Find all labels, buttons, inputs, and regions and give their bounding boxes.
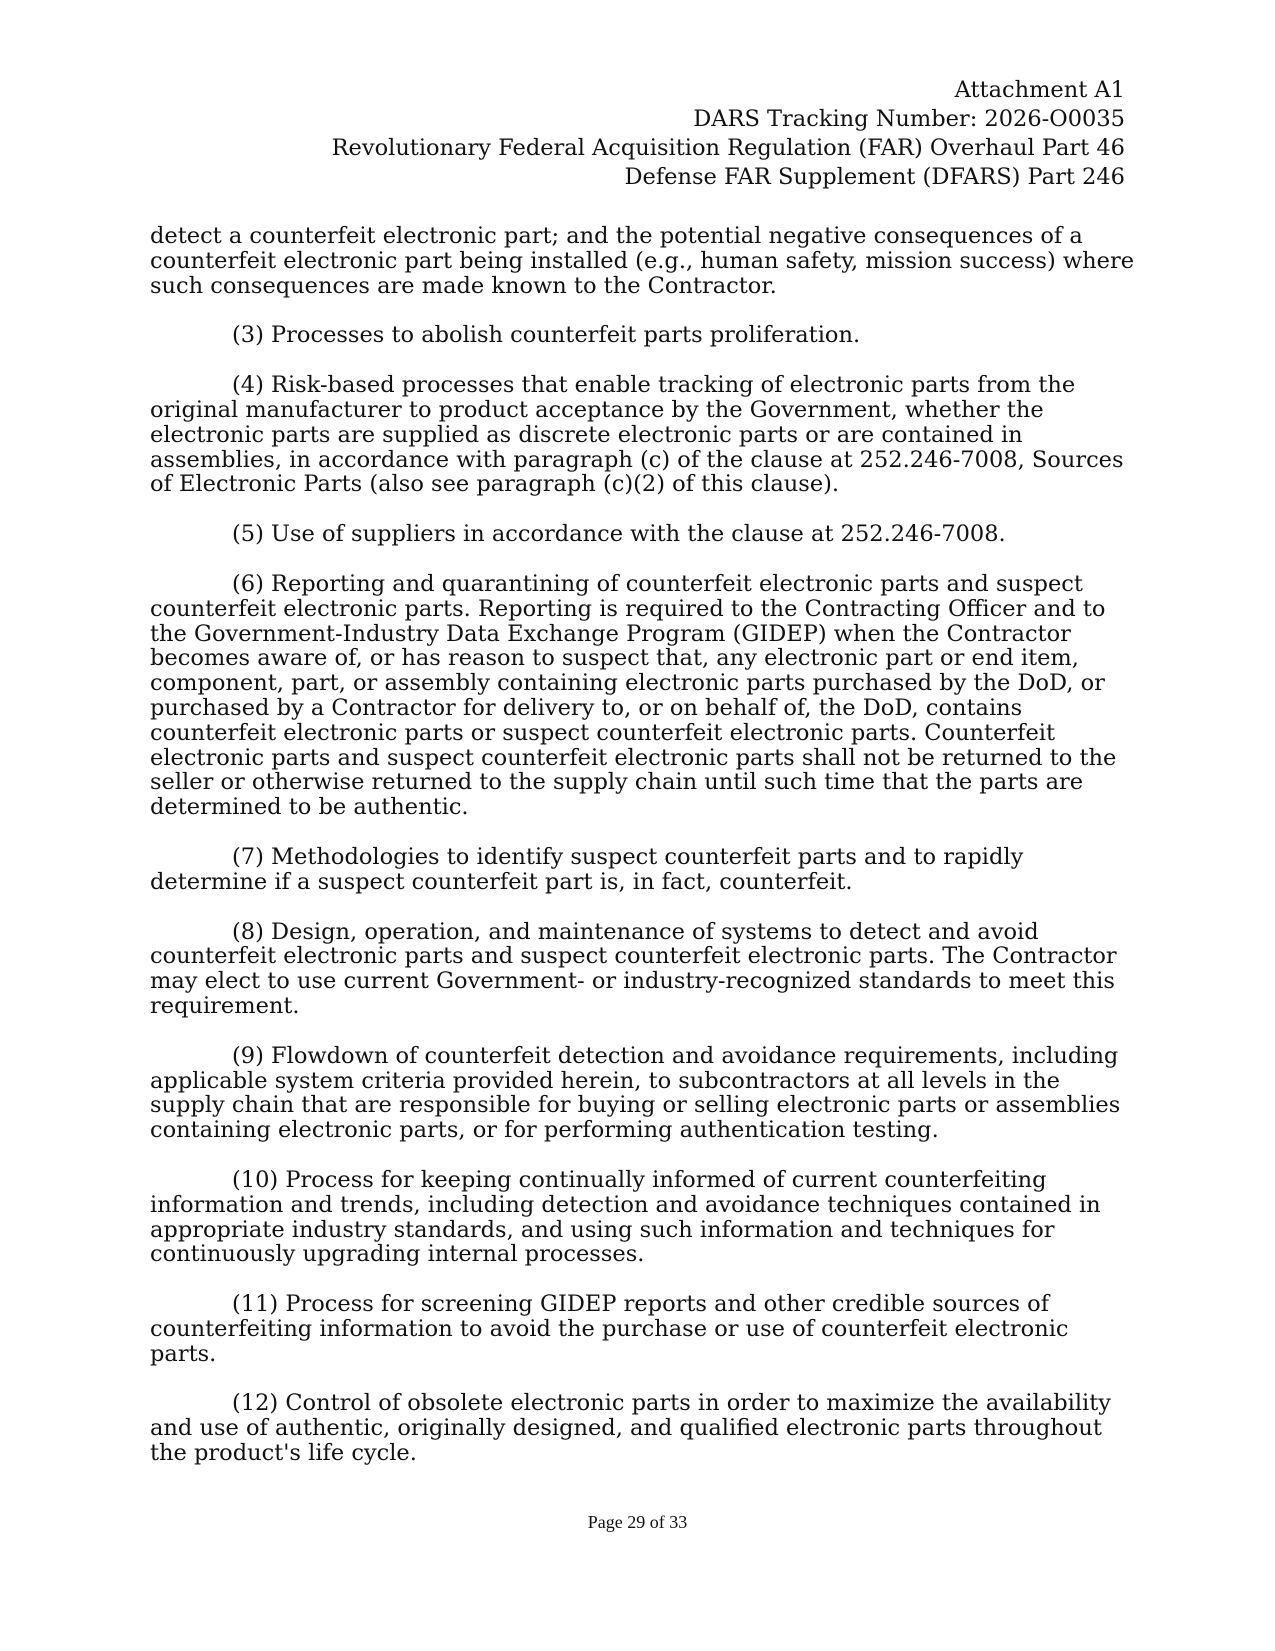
document-body xyxy=(150,224,1135,1491)
paragraph-12: (12) Control of obsolete electronic parts in order to maximize the availability and use of authentic, originally designed, and qualified electronic parts throughout the product's life cycle. xyxy=(150,1390,1111,1467)
paragraph-6: (6) Reporting and quarantining of counterfeit electronic parts and suspect counterfeit electronic parts. Reporting is required to the Contracting Officer and to the Government-Industry Data Exchange Program (GIDEP) when the Contractor becomes aware of, or has reason to suspect that, any electronic part or end item, component, part, or assembly containing electronic parts purchased by the DoD, or purchased by a Contractor for delivery to, or on behalf of, the DoD, contains counterfeit electronic parts or suspect counterfeit electronic parts. Counterfeit electronic parts and suspect counterfeit electronic parts shall not be returned to the seller or otherwise returned to the supply chain until such time that the parts are determined to be authentic. xyxy=(150,570,1117,821)
page-footer xyxy=(0,1511,1275,1533)
dfars-part-title: Defense FAR Supplement (DFARS) Part 246 xyxy=(624,164,1125,190)
paragraph-11: (11) Process for screening GIDEP reports and other credible sources of counterfeiting information to avoid the purchase or use of counterfeit electronic parts. xyxy=(150,1291,1069,1367)
paragraph-3: (3) Processes to abolish counterfeit parts proliferation. xyxy=(232,322,861,349)
far-part-title: Revolutionary Federal Acquisition Regulation (FAR) Overhaul Part 46 xyxy=(331,135,1125,161)
paragraph-8: (8) Design, operation, and maintenance of systems to detect and avoid counterfeit electronic parts and suspect counterfeit electronic parts. The Contractor may elect to use current Government- or industry-recognized standards to meet this requirement. xyxy=(150,918,1117,1019)
tracking-number: DARS Tracking Number: 2026-O0035 xyxy=(693,106,1125,132)
paragraph-10: (10) Process for keeping continually informed of current counterfeiting information and trends, including detection and avoidance techniques contained in appropriate industry standards, and using such information and techniques for continuously upgrading internal processes. xyxy=(150,1166,1101,1268)
continuation-paragraph: detect a counterfeit electronic part; and the potential negative consequences of a counterfeit electronic part being installed (e.g., human safety, mission success) where such consequences are made known to the Contractor. xyxy=(150,223,1135,299)
page-number: Page 29 of 33 xyxy=(587,1512,688,1532)
paragraph-7: (7) Methodologies to identify suspect counterfeit parts and to rapidly determine if a suspect counterfeit part is, in fact, counterfeit. xyxy=(150,843,1024,895)
paragraph-9: (9) Flowdown of counterfeit detection and avoidance requirements, including applicable system criteria provided herein, to subcontractors at all levels in the supply chain that are responsible for buying or selling electronic parts or assemblies containing electronic parts, or for performing authentication testing. xyxy=(150,1042,1121,1144)
paragraph-5: (5) Use of suppliers in accordance with the clause at 252.246-7008. xyxy=(232,521,1006,548)
paragraph-4: (4) Risk-based processes that enable tracking of electronic parts from the original manufacturer to product acceptance by the Government, whether the electronic parts are supplied as discrete electronic parts or are contained in assemblies, in accordance with paragraph (c) of the clause at 252.246-7008, Sources of Electronic Parts (also see paragraph (c)(2) of this clause). xyxy=(150,372,1124,498)
document-header xyxy=(332,76,1125,192)
attachment-label: Attachment A1 xyxy=(954,77,1125,103)
